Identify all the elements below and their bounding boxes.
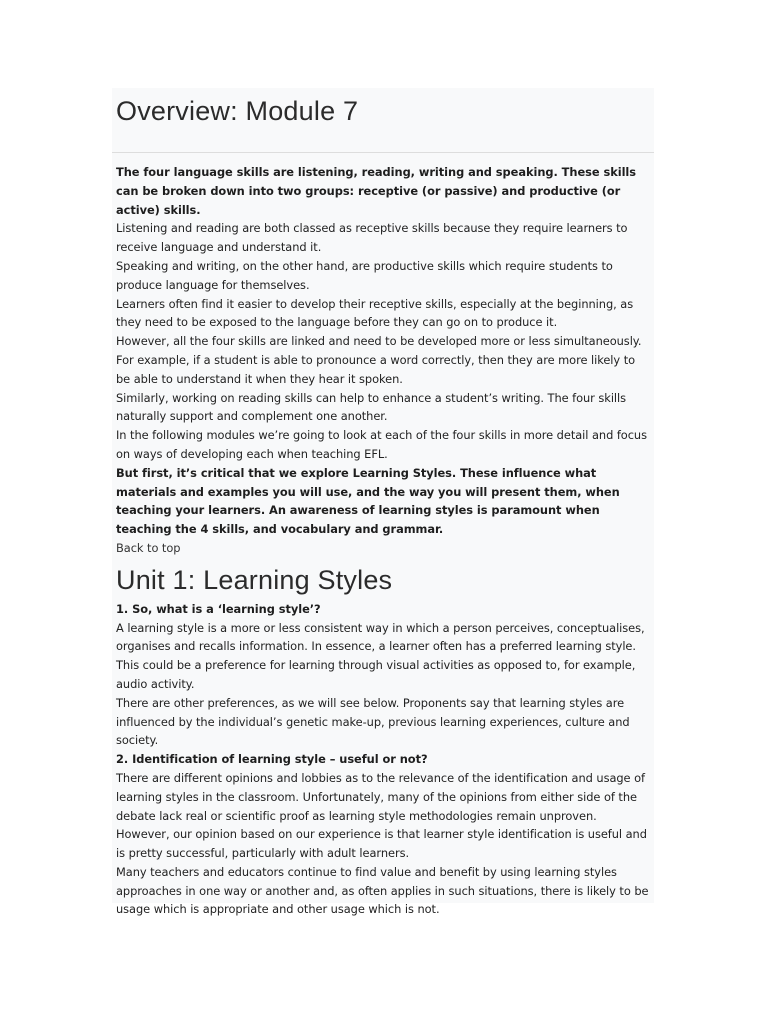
question-heading-2: 2. Identification of learning style – useful or not? <box>116 752 428 767</box>
paragraph: This could be a preference for learning through visual activities as opposed to, for example, audio activity. <box>116 658 636 691</box>
unit-title: Unit 1: Learning Styles <box>116 564 393 595</box>
paragraph: However, our opinion based on our experience is that learner style identification is useful and is pretty successful, particularly with adult learners. <box>116 827 647 861</box>
content-panel <box>112 88 654 917</box>
paragraph: Listening and reading are both classed as receptive skills because they require learners to receive language and understand it. <box>116 221 628 255</box>
paragraph: A learning style is a more or less consistent way in which a person perceives, conceptualises, organises and recalls information. In essence, a learner often has a preferred learning style. <box>116 620 645 654</box>
paragraph: Learners often find it easier to develop their receptive skills, especially at the beginning, as they need to be exposed to the language before they can go on to produce it. <box>116 296 634 330</box>
paragraph: Speaking and writing, on the other hand, are productive skills which require students to produce language for themselves. <box>116 258 613 292</box>
back-to-top-link[interactable]: Back to top <box>116 540 181 555</box>
article-body <box>116 153 652 919</box>
paragraph: Many teachers and educators continue to find value and benefit by using learning styles approaches in one way or another and, as often applies in such situations, there is likely to be usage which is appropriate and other usage which is not. <box>116 864 649 917</box>
paragraph: However, all the four skills are linked and need to be developed more or less simultaneously. For example, if a student is able to pronounce a word correctly, then they are more likely to be able to understand it when they hear it spoken. <box>116 334 642 386</box>
paragraph: In the following modules we’re going to look at each of the four skills in more detail and focus on ways of developing each when teaching EFL. <box>116 428 647 461</box>
paragraph: There are different opinions and lobbies as to the relevance of the identification and usage of learning styles in the classroom. Unfortunately, many of the opinions from either side of the debate lack real or scientific proof as learning style methodologies remain unproven. <box>116 770 645 823</box>
closing-bold-paragraph: But first, it’s critical that we explore Learning Styles. These influence what materials and examples you will use, and the way you will present them, when teaching your learners. An awareness of learning styles is paramount when teaching the 4 skills, and vocabulary and grammar. <box>116 465 620 537</box>
paragraph: There are other preferences, as we will see below. Proponents say that learning styles are influenced by the individual’s genetic make-up, previous learning experiences, culture and society. <box>116 695 630 748</box>
intro-bold-paragraph: The four language skills are listening, reading, writing and speaking. These skills can be broken down into two groups: receptive (or passive) and productive (or active) skills. <box>116 165 637 217</box>
paragraph: Similarly, working on reading skills can help to enhance a student’s writing. The four skills naturally support and complement one another. <box>116 390 627 424</box>
question-heading-1: 1. So, what is a ‘learning style’? <box>116 601 321 616</box>
page-title: Overview: Module 7 <box>116 96 359 126</box>
